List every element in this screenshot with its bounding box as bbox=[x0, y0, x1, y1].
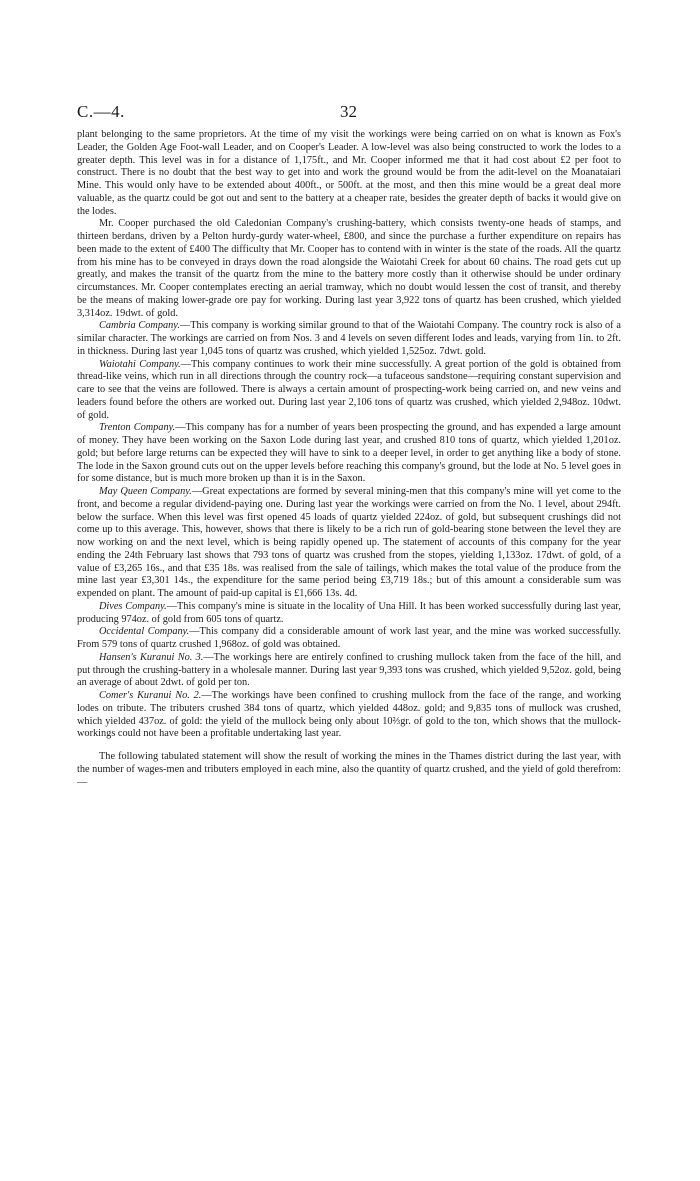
page-header bbox=[77, 102, 633, 124]
report-reference: C.—4. bbox=[77, 102, 125, 121]
company-name: Comer's Kuranui No. 2. bbox=[99, 690, 202, 701]
paragraph bbox=[77, 626, 621, 652]
company-name: Hansen's Kuranui No. 3. bbox=[99, 651, 204, 663]
paragraph bbox=[77, 218, 621, 320]
company-name: Occidental Company. bbox=[99, 626, 190, 638]
paragraph bbox=[77, 601, 621, 627]
paragraph bbox=[77, 320, 621, 358]
paragraph bbox=[77, 652, 621, 690]
paragraph-text: The following tabulated statement will show the result of working the mines in the Thames district during the last year, with the number of wages-men and tributers employed in each mine, also the quantity of quartz crushed, and the yield of gold therefrom:— bbox=[77, 751, 621, 788]
paragraph bbox=[77, 129, 621, 218]
company-name: Cambria Company. bbox=[99, 320, 180, 332]
paragraph-text: —This company is working similar ground to that of the Waiotahi Company. The country rock is also of a similar character. The workings are carried on from Nos. 3 and 4 levels on seven different lodes and leads, varying from 1in. to 2ft. in thickness. During last year 1,045 tons of quartz was crushed, which yielded 1,525oz. 7dwt. gold. bbox=[77, 320, 621, 357]
paragraph-text: —This company has for a number of years been prospecting the ground, and has expended a large amount of money. They have been working on the Saxon Lode during last year, and crushed 810 tons of quartz, which yielded 1,201oz. gold; but before large returns can be expected they will have to sink to a deeper level, in order to get anything like a body of stone. The lode in the Saxon ground cuts out on the upper levels before reaching this company's ground, but the lode at No. 5 level goes in for some distance, but is much more broken up than it is in the Saxon. bbox=[77, 422, 621, 485]
page-number: 32 bbox=[340, 102, 357, 121]
company-name: Dives Company. bbox=[99, 600, 167, 612]
company-name: May Queen Company. bbox=[99, 486, 192, 497]
paragraph-text: —Great expectations are formed by several mining-men that this company's mine will yet come to the front, and become a regular dividend-paying one. During last year the workings were carried on from the No. 1 level, about 294ft. below the surface. When this level was first opened 45 loads of quartz yielded 224oz. of gold, but subsequent crushings did not come up to this average. This, however, shows that there is likely to be a rich run of gold-bearing stone between the level they are now working on and the next level, which is being rapidly opened up. The statement of accounts of this company for the year ending the 24th February last shows that 793 tons of quartz was crushed from the stopes, yielding 1,133oz. 17dwt. of gold, of a value of £3,265 16s., and that £35 18s. was realised from the sale of tailings, which makes the total value of the produce from the mine last year £3,301 14s., the expenditure for the same period being £3,719 18s.; but of this amount a considerable sum was expended on plant. The amount of paid-up capital is £1,666 13s. 4d. bbox=[77, 486, 622, 599]
paragraph-text: —This company did a considerable amount of work last year, and the mine was worked successfully. From 579 tons of quartz crushed 1,968oz. of gold was obtained. bbox=[77, 626, 621, 650]
paragraph-text: —The workings here are entirely confined to crushing mullock taken from the face of the hill, and put through the crushing-battery in a wholesale manner. During last year 9,393 tons was crushed, which yielded 9,52oz. gold, being an average of about 2dwt. of gold per ton. bbox=[77, 651, 621, 689]
paragraph-text: Mr. Cooper purchased the old Caledonian Company's crushing-battery, which consists twenty-one heads of stamps, and thirteen berdans, driven by a Pelton hurdy-gurdy water-wheel, £800, and since the purchase a further expenditure on repairs has been made to the extent of £400 The difficulty that Mr. Cooper has to contend with in winter is the state of the roads. All the quartz from his mine has to be conveyed in drays down the road alongside the Waiotahi Creek for about 60 chains. The road gets cut up greatly, and makes the transit of the quartz from the mine to the battery more costly than it otherwise should be under ordinary circumstances. Mr. Cooper contemplates erecting an aerial tramway, which no doubt would lessen the cost of transit, and thereby be the means of making lower-grade ore pay for working. During last year 3,922 tons of quartz has been crushed, which yielded 3,314oz. 19dwt. of gold. bbox=[77, 218, 621, 319]
paragraph-text: —This company's mine is situate in the locality of Una Hill. It has been worked successfully during last year, producing 974oz. of gold from 605 tons of quartz. bbox=[77, 600, 621, 625]
paragraph bbox=[77, 486, 621, 601]
paragraph bbox=[77, 751, 621, 789]
company-name: Waiotahi Company. bbox=[99, 358, 181, 370]
company-name: Trenton Company. bbox=[99, 422, 176, 434]
paragraph-text: plant belonging to the same proprietors. At the time of my visit the workings were being carried on on what is known as Fox's Leader, the Golden Age Foot-wall Leader, and on Cooper's Leader. A low-level was also being constructed to work the lodes to a greater depth. This level was in for a distance of 1,175ft., and Mr. Cooper informed me that it had cost about £2 per foot to construct. There is no doubt that the best way to get into and work the ground would be from the adit-level on the Moanataiari Mine. This would only have to be extended about 400ft., or 500ft. at the most, and then this mine would be a great deal more valuable, as the quartz could be got out and sent to the battery at a cheaper rate, besides the greater depth of backs it would give on the lodes. bbox=[77, 129, 621, 217]
report-body bbox=[77, 129, 621, 789]
paragraph-text: —This company continues to work their mine successfully. A great portion of the gold is obtained from thread-like veins, which run in all directions through the country rock—a tufaceous sandstone—requiring constant supervision and care to see that the veins are followed. There is always a certain amount of prospecting-work being carried on, and new veins and leaders found before the others are worked out. During last year 2,106 tons of quartz was crushed, which yielded 2,948oz. 10dwt. of gold. bbox=[77, 358, 621, 421]
paragraph-text: —The workings have been confined to crushing mullock from the face of the range, and working lodes on tribute. The tributers crushed 384 tons of quartz, which yielded 448oz. gold; and 9,835 tons of mullock was crushed, which yielded 437oz. of gold: the yield of the mullock being only about 10⅔gr. of gold to the ton, which shows that the mullock-workings could not have been a profitable undertaking last year. bbox=[77, 690, 621, 740]
paragraph bbox=[77, 422, 621, 486]
paragraph bbox=[77, 690, 621, 741]
paragraph bbox=[77, 359, 621, 423]
